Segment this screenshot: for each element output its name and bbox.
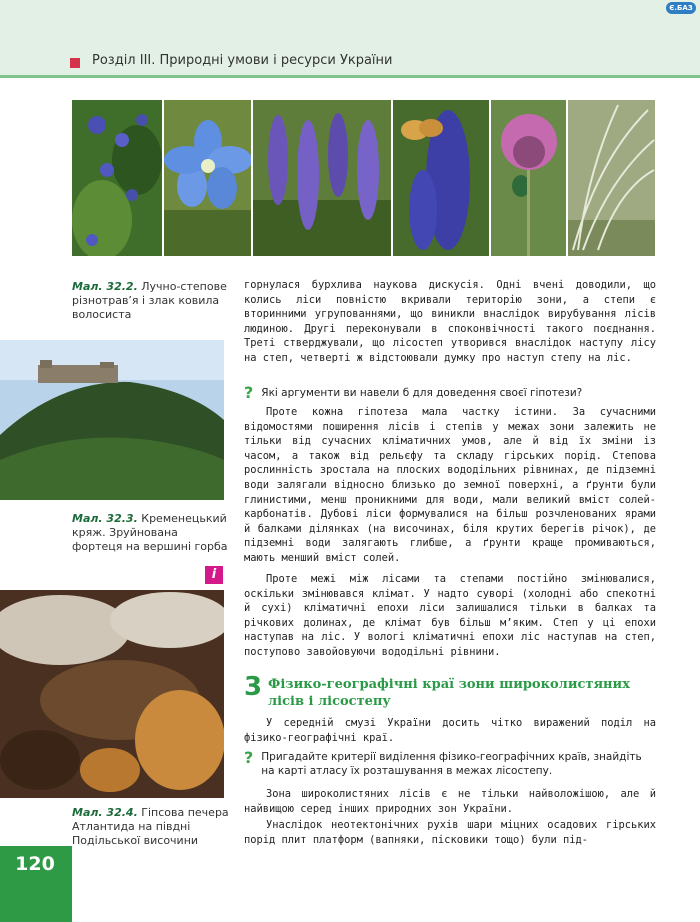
info-icon: i: [205, 566, 223, 584]
photo-vetch-purple-flowers: [253, 100, 391, 256]
question-block-2: [244, 748, 656, 778]
figure-caption-32-4: [72, 806, 234, 848]
question-text: Які аргументи ви навели б для доведення своєї гіпотези?: [261, 387, 583, 399]
section-title: Розділ ІІІ. Природні умови і ресурси України: [92, 53, 393, 68]
question-block-1: [244, 383, 656, 402]
question-mark-icon: ?: [244, 383, 254, 402]
figure-caption-text: Гіпсова печера Атлантида на півдні Подільської височини: [72, 806, 229, 847]
page-number: 120: [15, 853, 55, 875]
body-paragraph-2: Проте кожна гіпотеза мала частку істини. За сучасними відомостями поширення лісів і степів у межах зони залежить не тільки від сучасних кліматичних умов, але й від їх зміни із часом, а також від рельєфу та складу гірських порід. Степова рослинність зростала на плоских вододільних рівнинах, де підземні води залягали відносно близько до земної поверхні, а ґрунти були глинистими, менш проникними для води, мали великий вміст солей-карбонатів. Дубові ліси формувалися на більш розчленованих ярами й балками ділянках (на височинах, біля крутих берегів річок), де підземні води залягають глибше, а ґрунти краще промиваються, мають менший вміст солей.: [244, 406, 656, 564]
section-number: 3: [244, 672, 263, 702]
body-paragraph-6: Унаслідок неотектонічних рухів шари міцних осадових гірських порід плит платформ (вапняки, пісковики тощо) були під-: [244, 819, 656, 846]
figure-label: Мал. 32.2.: [72, 280, 138, 293]
photo-thistle-with-beetle: [491, 100, 567, 256]
figure-caption-32-2: [72, 280, 232, 322]
header-divider: [0, 75, 700, 78]
page-number-rule: [70, 846, 72, 922]
body-paragraph-5: Зона широколистяних лісів є не тільки найволожішою, але й найвищою серед інших природних зон України.: [244, 788, 656, 815]
body-paragraph-4: У середній смузі України досить чітко виражений поділ на фізико-географічні краї.: [244, 717, 656, 744]
section-heading: Фізико-географічні краї зони широколистяних лісів і лісостепу: [268, 677, 630, 709]
photo-atlantida-cave: [0, 590, 224, 798]
photo-kremenets-fortress: [0, 340, 224, 500]
question-text: Пригадайте критерії виділення фізико-географічних країв, знайдіть на карті атласу їх розташування в межах лісостепу.: [261, 751, 642, 777]
plant-photo-strip: [72, 100, 655, 256]
photo-blue-flax-flower: [164, 100, 252, 256]
figure-caption-text: Кременецький кряж. Зруйнована фортеця на вершині горба: [72, 512, 228, 553]
question-mark-icon: ?: [244, 748, 254, 767]
section-marker-icon: [70, 58, 80, 68]
publisher-logo: Є.БАЗ: [666, 2, 696, 14]
photo-feather-grass: [568, 100, 655, 256]
photo-periwinkle-flowers: [72, 100, 162, 256]
body-paragraph-1: горнулася бурхлива наукова дискусія. Одні вчені доводили, що колись ліси повністю вкривали територію зони, а степи є вторинними угрупованнями, що виникли внаслідок вирубування лісів людиною. Другі переконували в споконвічності такого поєднання. Треті стверджували, що лісостеп утворився внаслідок наступу лісу на степ, четверті ж відстоювали думку про наступ степу на ліс.: [244, 279, 656, 364]
figure-caption-32-3: [72, 512, 230, 554]
figure-label: Мал. 32.3.: [72, 512, 138, 525]
figure-label: Мал. 32.4.: [72, 806, 138, 819]
body-paragraph-3: Проте межі між лісами та степами постійно змінювалися, оскільки змінювався клімат. У надто суворі (холодні або спекотні й сухі) кліматичні епохи ліси залишалися тільки в балках та річкових долинах, де клімат був більш м’яким. Степ у ці епохи наступав на ліс. У вологі кліматичні епохи ліс наступав на степ, поступово завойовуючи вододільні рівнини.: [244, 573, 656, 658]
photo-sage-with-butterfly: [393, 100, 489, 256]
figure-caption-text: Лучно-степове різнотрав’я і злак ковила волосиста: [72, 280, 227, 321]
